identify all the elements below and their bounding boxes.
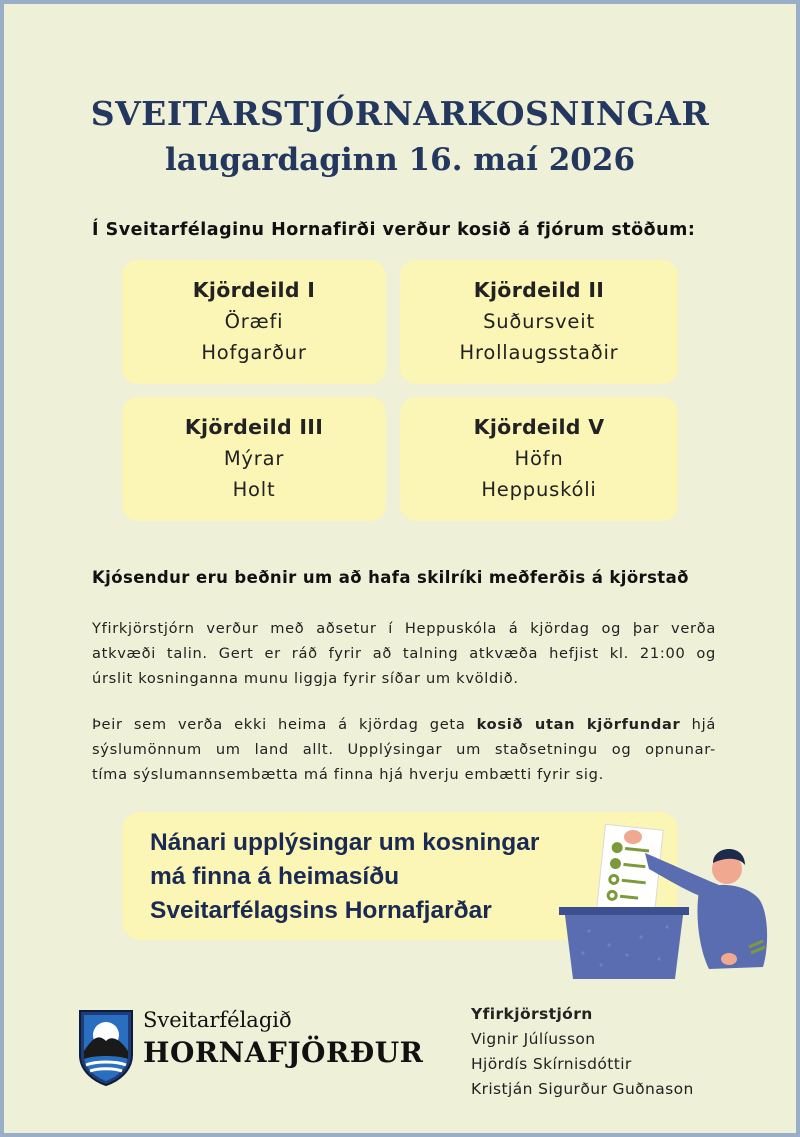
paragraph-line: tíma sýslumannsembætta má finna hjá hverju embætti fyrir sig. (92, 766, 604, 783)
district-venue: Heppuskóli (481, 478, 597, 501)
logo-text-name: HORNAFJÖRÐUR (143, 1036, 424, 1069)
district-venue: Hrollaugsstaðir (459, 341, 619, 364)
paragraph-text: hjá (680, 716, 716, 733)
district-heading: Kjördeild II (473, 278, 605, 302)
district-card-3 (122, 397, 386, 521)
logo-text-municipality: Sveitarfélagið (143, 1008, 292, 1032)
district-heading: Kjördeild V (473, 415, 605, 439)
committee-heading: Yfirkjörstjórn (471, 1005, 593, 1023)
district-card-4 (400, 397, 678, 521)
info-line: Sveitarfélagsins Hornafjarðar (150, 897, 492, 924)
municipality-crest-logo (78, 1009, 134, 1087)
paragraph-line: sýslumönnum um land allt. Upplýsingar um staðsetningu og opnunar- (92, 741, 716, 758)
committee-member: Kristján Sigurður Guðnason (471, 1080, 694, 1098)
election-date: laugardaginn 16. maí 2026 (164, 142, 636, 178)
district-venue: Holt (232, 478, 276, 501)
district-area: Öræfi (224, 310, 284, 333)
hand-icon (624, 830, 642, 844)
page-title: SVEITARSTJÓRNARKOSNINGAR (90, 94, 710, 133)
district-heading: Kjördeild III (184, 415, 324, 439)
paragraph-line: Yfirkjörstjórn verður með aðsetur í Heppuskóla á kjördag og þar verða (92, 620, 716, 637)
person-icon (697, 849, 767, 969)
district-area: Mýrar (223, 447, 285, 470)
paragraph-text: Þeir sem verða ekki heima á kjördag geta (92, 716, 477, 733)
ballot-box-icon (559, 907, 689, 979)
absentee-voting-emphasis: kosið utan kjörfundar (476, 716, 681, 733)
committee-member: Hjördís Skírnisdóttir (471, 1055, 632, 1073)
paragraph-line: atkvæði talin. Gert er ráð fyrir að talning atkvæða hefjist kl. 21:00 og (92, 645, 716, 662)
committee-member: Vignir Júlíusson (471, 1030, 596, 1048)
paragraph-line (92, 712, 716, 737)
info-line: má finna á heimasíðu (150, 863, 400, 890)
district-card-1 (122, 260, 386, 384)
paragraph-line: úrslit kosninganna munu liggja fyrir síðar um kvöldið. (92, 670, 519, 687)
info-line: Nánari upplýsingar um kosningar (150, 829, 540, 856)
poster (4, 4, 796, 1133)
district-area: Suðursveit (483, 310, 595, 333)
district-area: Höfn (514, 447, 564, 470)
voter-ballot-illustration (549, 819, 774, 979)
district-venue: Hofgarður (201, 341, 307, 364)
district-card-2 (400, 260, 678, 384)
district-heading: Kjördeild I (192, 278, 316, 302)
info-box-text (150, 826, 539, 928)
id-requirement-note: Kjósendur eru beðnir um að hafa skilríki meðferðis á kjörstað (92, 568, 689, 587)
intro-text: Í Sveitarfélaginu Hornafirði verður kosið á fjórum stöðum: (92, 220, 696, 240)
absentee-paragraph (92, 712, 716, 787)
counting-paragraph (92, 616, 716, 691)
election-committee (471, 1002, 694, 1102)
